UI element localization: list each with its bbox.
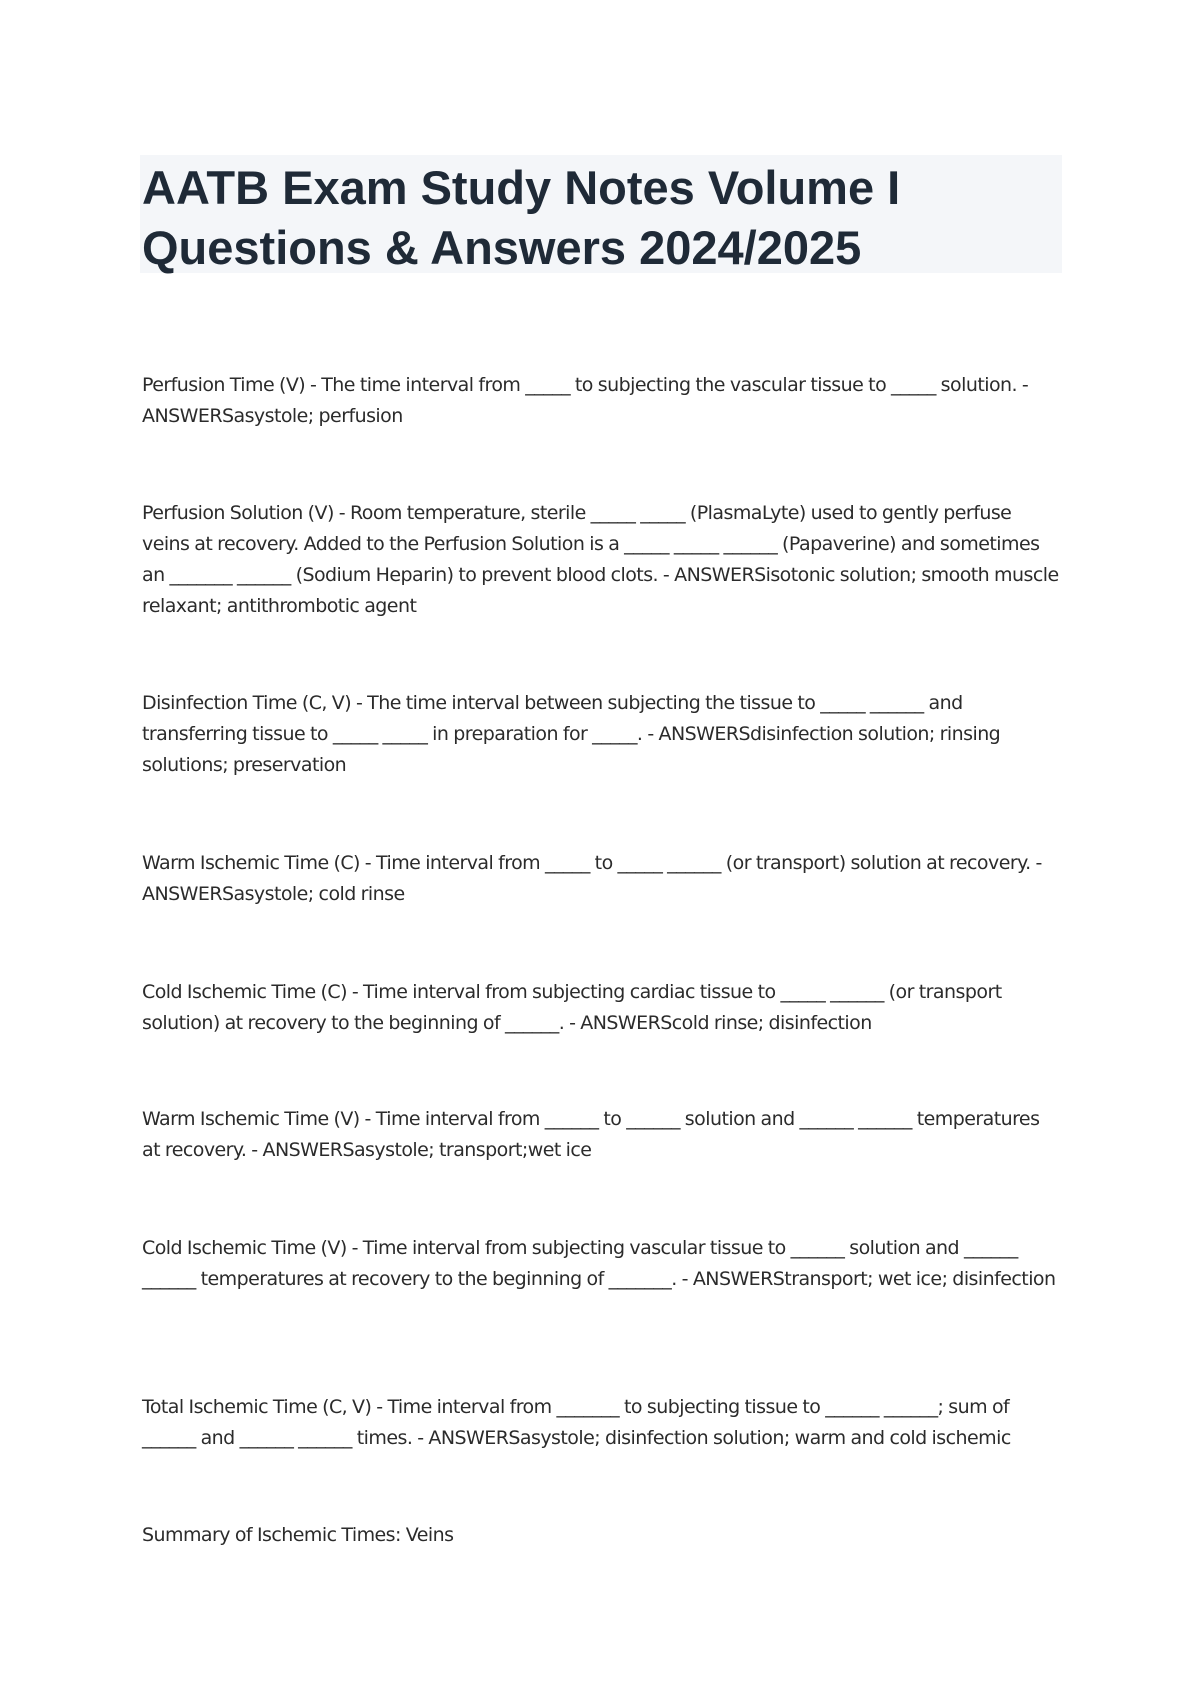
- entry-summary-heading: Summary of Ischemic Times: Veins: [142, 1524, 454, 1546]
- entry-perfusion-solution: Perfusion Solution (V) - Room temperature, sterile _____ _____ (PlasmaLyte) used to gently perfuse veins at recovery. Added to the Perfusion Solution is a _____ _____ ______ (Papaverine) and sometimes an _______ ______ (Sodium Heparin) to prevent blood clots. - ANSWERSisotonic solution; smooth muscle relaxant; antithrombotic agent: [142, 502, 1059, 617]
- entry-total-ischemic-time: Total Ischemic Time (C, V) - Time interval from _______ to subjecting tissue to ______ ______; sum of ______ and ______ ______ times. - ANSWERSasystole; disinfection solution; warm and cold ischemic: [142, 1396, 1011, 1449]
- entry-warm-ischemic-time-c: Warm Ischemic Time (C) - Time interval from _____ to _____ ______ (or transport) solution at recovery. - ANSWERSasystole; cold rinse: [142, 852, 1042, 905]
- entry-cold-ischemic-time-c: Cold Ischemic Time (C) - Time interval from subjecting cardiac tissue to _____ ______ (or transport solution) at recovery to the beginning of ______. - ANSWERScold rinse; disinfection: [142, 981, 1002, 1034]
- entry-disinfection-time: Disinfection Time (C, V) - The time interval between subjecting the tissue to _____ ______ and transferring tissue to _____ _____ in preparation for _____. - ANSWERSdisinfection solution; rinsing solutions; preservation: [142, 692, 1001, 776]
- entry-warm-ischemic-time-v: Warm Ischemic Time (V) - Time interval from ______ to ______ solution and ______ ______ temperatures at recovery. - ANSWERSasystole; transport;wet ice: [142, 1108, 1040, 1161]
- entry-cold-ischemic-time-v: Cold Ischemic Time (V) - Time interval from subjecting vascular tissue to ______ solution and ______ ______ temperatures at recovery to the beginning of _______. - ANSWERStransport; wet ice; disinfection: [142, 1237, 1056, 1290]
- entry-perfusion-time: Perfusion Time (V) - The time interval from _____ to subjecting the vascular tissue to _____ solution. - ANSWERSasystole; perfusion: [142, 374, 1029, 427]
- document-title: AATB Exam Study Notes Volume I Questions & Answers 2024/2025: [142, 161, 901, 274]
